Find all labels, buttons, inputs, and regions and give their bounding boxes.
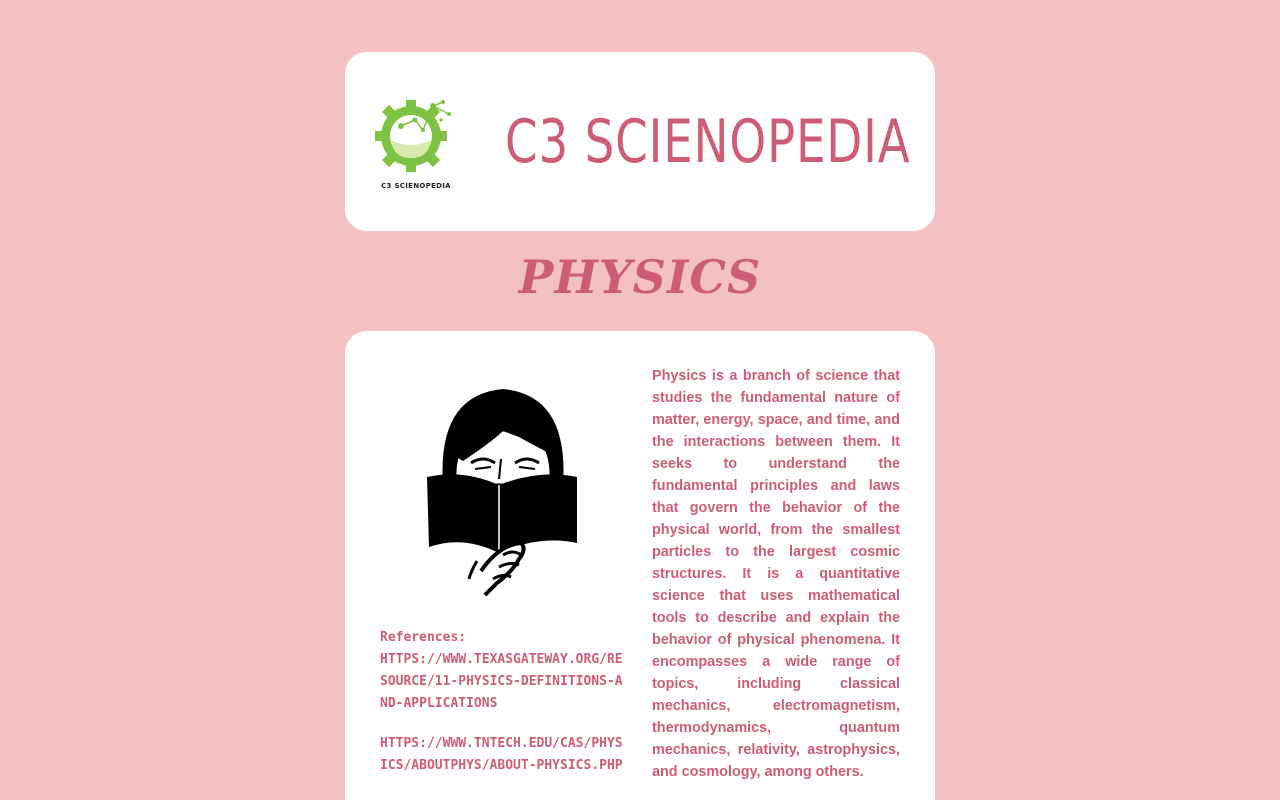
- page-title: PHYSICS: [518, 250, 762, 304]
- site-title: C3 SCIENOPEDIA: [505, 107, 911, 177]
- physics-description: Physics is a branch of science that studies the fundamental nature of matter, energy, space, and time, and the interactions between them. It seeks to understand the fundamental principles and laws that govern the behavior of the physical world, from the smallest particles to the largest cosmic structures. It is a quantitative science that uses mathematical tools to describe and explain the behavior of physical phenomena. It encompasses a wide range of topics, including classical mechanics, electromagnetism, thermodynamics, quantum mechanics, relativity, astrophysics, and cosmology, among others.: [652, 368, 900, 780]
- illustration: [423, 385, 583, 601]
- reference-link-tntech[interactable]: HTTPS://WWW.TNTECH.EDU/CAS/PHYSICS/ABOUTPHYS/ABOUT-PHYSICS.PHP: [380, 736, 623, 773]
- header-card: [345, 52, 935, 231]
- logo[interactable]: [371, 92, 461, 192]
- references-label: References:: [380, 630, 467, 645]
- reference-link-texasgateway[interactable]: HTTPS://WWW.TEXASGATEWAY.ORG/RESOURCE/11-PHYSICS-DEFINITIONS-AND-APPLICATIONS: [380, 652, 623, 711]
- content-card: [345, 331, 935, 800]
- logo-caption: C3 SCIENOPEDIA: [381, 182, 451, 190]
- gear-flask-logo-icon: [371, 92, 461, 182]
- references: [380, 627, 630, 777]
- person-reading-book-icon: [423, 385, 583, 601]
